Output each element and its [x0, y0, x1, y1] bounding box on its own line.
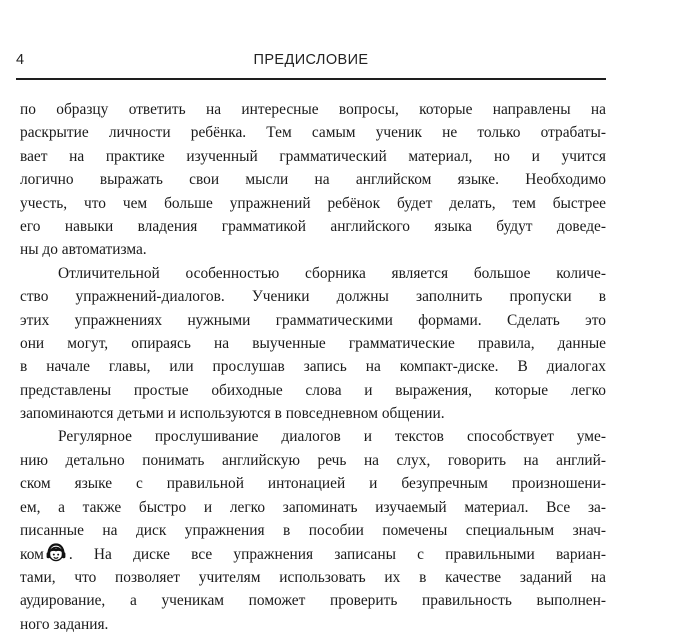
text-line: они могут, опираясь на выученные грамматические правила, данные — [20, 334, 606, 352]
text-line: представлены простые обиходные слова и выражения, которые легко — [20, 381, 606, 399]
text-line: аудирование, а ученикам поможет проверить правильность выполнен- — [20, 592, 606, 610]
text-line: нию детально понимать английскую речь на слух, говорить на англий- — [20, 451, 606, 469]
text-line: по образцу ответить на интересные вопросы, которые направлены на — [20, 101, 606, 118]
text-line: Отличительной особенностью сборника является большое количе- — [58, 264, 606, 282]
headphones-face-icon — [45, 542, 67, 564]
text-line: ство упражнений-диалогов. Ученики должны заполнить пропуски в — [20, 288, 606, 306]
page-header — [16, 52, 606, 74]
text-line: в начале главы, или прослушав запись на компакт-диске. В диалогах — [20, 358, 606, 376]
running-title: ПРЕДИСЛОВИЕ — [253, 52, 369, 68]
paragraph-3 — [20, 425, 606, 636]
text-line: ны до автоматизма. — [20, 241, 147, 259]
text-line: логично выражать свои мысли на английском языке. Необходимо — [20, 171, 606, 189]
body-text — [20, 98, 606, 636]
text-line: его навыки владения грамматикой английского языка будут доведе- — [20, 217, 606, 235]
page-number: 4 — [16, 52, 25, 68]
paragraph-1 — [20, 98, 606, 262]
text-line: запоминаются детьми и используются в повседневном общении. — [20, 405, 445, 423]
text-line: ного задания. — [20, 615, 109, 633]
text-line: раскрытие личности ребёнка. Тем самым ученик не только отрабаты- — [20, 124, 606, 142]
text-line: ском языке с правильной интонацией и безупречным произношени- — [20, 475, 606, 493]
icon-line-after: . На диске все упражнения записаны с правильными вариан- — [68, 546, 606, 564]
text-line: ем, а также быстро и легко запоминать изучаемый материал. Все за- — [20, 498, 606, 516]
paragraph-2 — [20, 262, 606, 426]
text-line-with-icon — [20, 542, 606, 565]
text-line: Регулярное прослушивание диалогов и текстов способствует уме- — [58, 428, 606, 446]
text-line: этих упражнениях нужными грамматическими формами. Сделать это — [20, 311, 606, 329]
text-line: вает на практике изученный грамматический материал, но и учится — [20, 147, 606, 165]
text-line: тами, что позволяет учителям использовать их в качестве заданий на — [20, 568, 606, 586]
text-line: писанные на диск упражнения в пособии помечены специальным знач- — [20, 522, 606, 540]
header-rule — [16, 78, 606, 80]
text-line: учесть, что чем больше упражнений ребёнок будет делать, тем быстрее — [20, 194, 606, 212]
icon-line-before: ком — [20, 546, 44, 564]
